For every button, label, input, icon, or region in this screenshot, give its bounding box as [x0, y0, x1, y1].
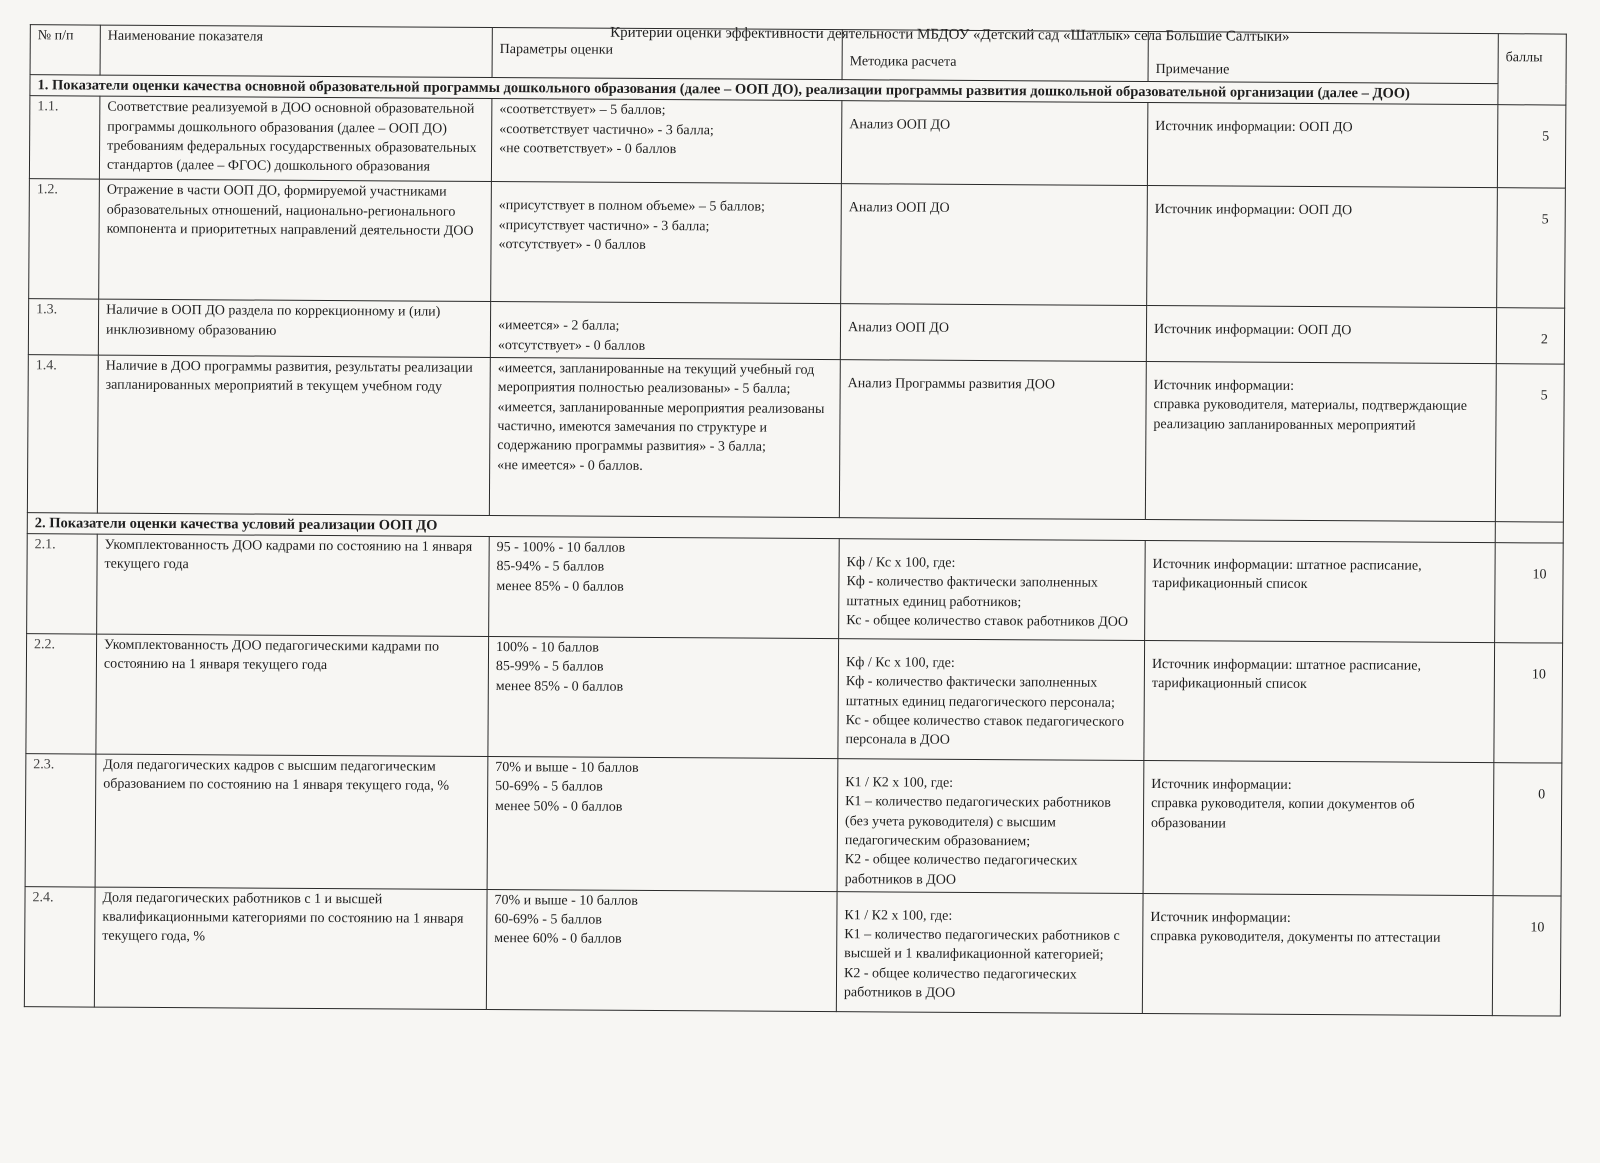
row-method: Анализ ООП ДО	[841, 184, 1148, 306]
row-note: Источник информации: ООП ДО	[1147, 186, 1498, 308]
row-method: Кф / Кс х 100, где: Кф - количество фактически заполненных штатных единиц работников; Кс - общее количество ставок работников ДОО	[839, 539, 1146, 641]
row-method: Анализ Программы развития ДОО	[839, 360, 1146, 520]
table-row	[24, 886, 1561, 1015]
row-method: Анализ ООП ДО	[840, 304, 1146, 361]
table-row	[29, 96, 1565, 188]
row-number: 1.4.	[27, 355, 98, 513]
row-note: Источник информации: справка руководителя, документы по аттестации	[1142, 893, 1493, 1015]
row-method: Анализ ООП ДО	[841, 101, 1148, 186]
section-title: 1. Показатели оценки качества основной образовательной программы дошкольного образования (далее – ООП ДО), реализации программы развития дошкольной образовательной организации (далее – ДОО)	[30, 75, 1498, 105]
table-row	[29, 179, 1566, 308]
header-score: баллы	[1498, 34, 1566, 106]
row-number: 2.2.	[26, 634, 97, 754]
row-method: К1 / К2 х 100, где: К1 – количество педагогических работников (без учета руководителя) с высшим педагогическим образованием; К2 - общее количество педагогических работников в ДОО	[837, 759, 1144, 894]
row-score: 10	[1492, 895, 1561, 1015]
row-params: 70% и выше - 10 баллов 60-69% - 5 баллов менее 60% - 0 баллов	[486, 889, 837, 1011]
row-number: 2.4.	[24, 886, 95, 1006]
row-note: Источник информации: ООП ДО	[1146, 306, 1496, 364]
row-name: Соответствие реализуемой в ДОО основной образовательной программы дошкольного образования (далее – ООП ДО) требованиям федеральных государственных образовательных стандартов (далее – ФГОС) дошкольного образования	[99, 96, 491, 181]
row-method: К1 / К2 х 100, где: К1 – количество педагогических работников с высшей и 1 квалификационной категорией; К2 - общее количество педагогических работников в ДОО	[836, 891, 1143, 1013]
row-score: 10	[1495, 543, 1564, 643]
table-row	[27, 534, 1564, 643]
row-name: Отражение в части ООП ДО, формируемой участниками образовательных отношений, национально-регионального компонента и приоритетных направлений деятельности ДОО	[99, 179, 492, 301]
table-row	[27, 355, 1564, 522]
row-score: 2	[1496, 308, 1564, 364]
header-num: № п/п	[30, 25, 100, 76]
row-number: 1.2.	[29, 179, 100, 299]
row-name: Наличие в ДОО программы развития, результаты реализации запланированных мероприятий в текущем учебном году	[97, 355, 490, 515]
row-params: 70% и выше - 10 баллов 50-69% - 5 баллов менее 50% - 0 баллов	[487, 756, 838, 891]
row-params: «соответствует» – 5 баллов; «соответствует частично» - 3 балла; «не соответствует» - 0 баллов	[491, 99, 842, 184]
row-name: Укомплектованность ДОО педагогическими кадрами по состоянию на 1 января текущего года	[96, 634, 489, 756]
row-params: «имеется» - 2 балла; «отсутствует» - 0 баллов	[490, 302, 840, 360]
row-score: 5	[1497, 105, 1566, 188]
row-number: 1.3.	[28, 299, 98, 355]
row-number: 1.1.	[29, 96, 100, 179]
row-note: Источник информации: ООП ДО	[1147, 103, 1498, 188]
row-score: 0	[1493, 763, 1562, 896]
row-note: Источник информации: штатное расписание, тарификационный список	[1145, 540, 1496, 642]
table-row	[25, 754, 1562, 896]
row-method: Кф / Кс х 100, где: Кф - количество фактически заполненных штатных единиц педагогического персонала; Кс - общее количество ставок педагогического персонала в ДОО	[838, 639, 1145, 761]
document-title: Критерии оценки эффективности деятельности МБДОУ «Детский сад «Шатлык» села Большие Салтыки»	[610, 24, 1290, 45]
row-name: Доля педагогических кадров с высшим педагогическим образованием по состоянию на 1 января текущего года, %	[95, 754, 488, 889]
header-params: Параметры оценки	[492, 28, 842, 80]
row-name: Наличие в ООП ДО раздела по коррекционному и (или) инклюзивному образованию	[98, 299, 490, 357]
row-params: «имеется, запланированные на текущий учебный год мероприятия полностью реализованы» - 5 балла; «имеется, запланированные мероприятия реализованы частично, имеются замечания по структуре и содержанию программы развития» - 3 балла; «не имеется» - 0 баллов.	[489, 357, 840, 517]
row-note: Источник информации: штатное расписание, тарификационный список	[1144, 640, 1495, 762]
row-score: 5	[1497, 188, 1566, 308]
row-number: 2.3.	[25, 754, 96, 887]
header-method: Методика расчета	[842, 30, 1148, 82]
header-name: Наименование показателя	[100, 25, 492, 78]
row-note: Источник информации: справка руководителя, материалы, подтверждающие реализацию запланированных мероприятий	[1145, 361, 1496, 521]
row-params: 95 - 100% - 10 баллов 85-94% - 5 баллов менее 85% - 0 баллов	[489, 536, 840, 638]
row-name: Укомплектованность ДОО кадрами по состоянию на 1 января текущего года	[97, 534, 490, 636]
row-note: Источник информации: справка руководителя, копии документов об образовании	[1143, 760, 1494, 895]
header-note: Примечание	[1148, 32, 1498, 84]
table-row	[26, 634, 1563, 763]
section-title: 2. Показатели оценки качества условий реализации ООП ДО	[27, 513, 1495, 543]
row-score: 5	[1495, 364, 1564, 522]
table-row	[28, 299, 1564, 364]
criteria-table	[24, 24, 1567, 1016]
row-params: «присутствует в полном объеме» – 5 баллов; «присутствует частично» - 3 балла; «отсутствует» - 0 баллов	[491, 182, 842, 304]
row-score: 10	[1494, 643, 1563, 763]
row-number: 2.1.	[27, 534, 98, 634]
row-name: Доля педагогических работников с 1 и высшей квалификационными категориями по состоянию на 1 января текущего года, %	[94, 887, 487, 1009]
section-score-cell	[1495, 522, 1563, 543]
row-params: 100% - 10 баллов 85-99% - 5 баллов менее 85% - 0 баллов	[488, 636, 839, 758]
